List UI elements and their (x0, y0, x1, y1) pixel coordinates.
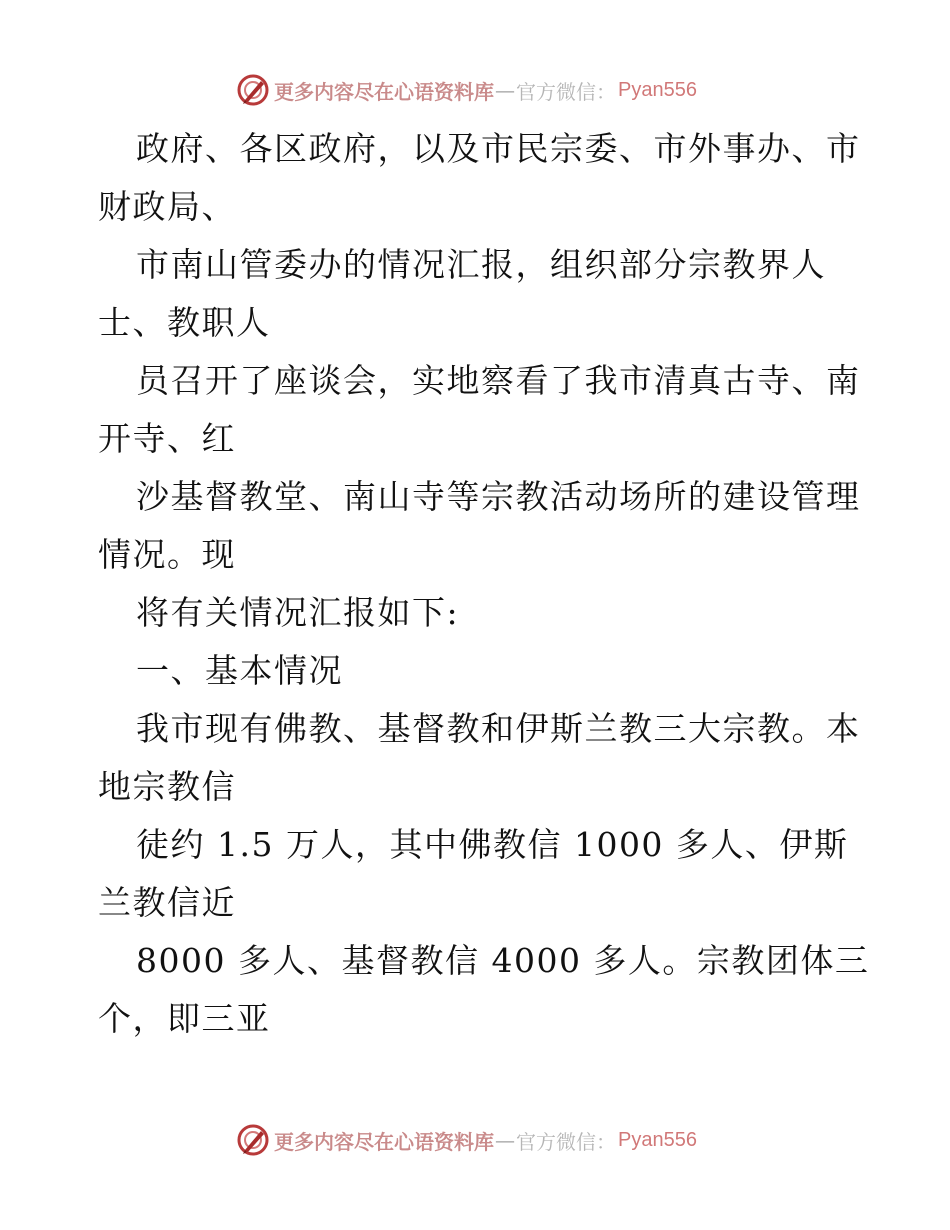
body-line: 徒约 1.5 万人，其中佛教信 1000 多人、伊斯 (136, 825, 849, 864)
body-line: 士、教职人 (98, 303, 271, 342)
document-body (98, 120, 870, 1048)
pen-logo-icon (236, 1123, 270, 1157)
banner-text: 更多内容尽在心语资料库 (274, 79, 494, 104)
wechat-label: 官方微信： (516, 79, 616, 104)
banner-separator: — (495, 1128, 515, 1152)
wechat-label: 官方微信： (516, 1129, 616, 1154)
header-banner (236, 72, 697, 108)
body-line: 开寺、红 (98, 419, 236, 458)
pen-logo-icon (236, 73, 270, 107)
banner-separator: — (495, 78, 515, 102)
body-line: 地宗教信 (98, 767, 236, 806)
wechat-id: Pyan556 (618, 78, 697, 101)
body-line: 个，即三亚 (98, 999, 271, 1038)
body-line: 财政局、 (98, 187, 236, 226)
banner-text: 更多内容尽在心语资料库 (274, 1129, 494, 1154)
body-line: 员召开了座谈会，实地察看了我市清真古寺、南 (136, 361, 861, 400)
body-line: 8000 多人、基督教信 4000 多人。宗教团体三 (136, 941, 870, 980)
body-line: 兰教信近 (98, 883, 236, 922)
footer-banner (236, 1122, 697, 1158)
wechat-id: Pyan556 (618, 1128, 697, 1151)
body-line: 政府、各区政府，以及市民宗委、市外事办、市 (136, 129, 861, 168)
body-line: 我市现有佛教、基督教和伊斯兰教三大宗教。本 (136, 709, 861, 748)
body-line: 情况。现 (98, 535, 236, 574)
body-line: 沙基督教堂、南山寺等宗教活动场所的建设管理 (136, 477, 861, 516)
body-line: 将有关情况汇报如下: (136, 593, 460, 632)
section-heading: 一、基本情况 (136, 651, 343, 690)
body-line: 市南山管委办的情况汇报，组织部分宗教界人 (136, 245, 826, 284)
